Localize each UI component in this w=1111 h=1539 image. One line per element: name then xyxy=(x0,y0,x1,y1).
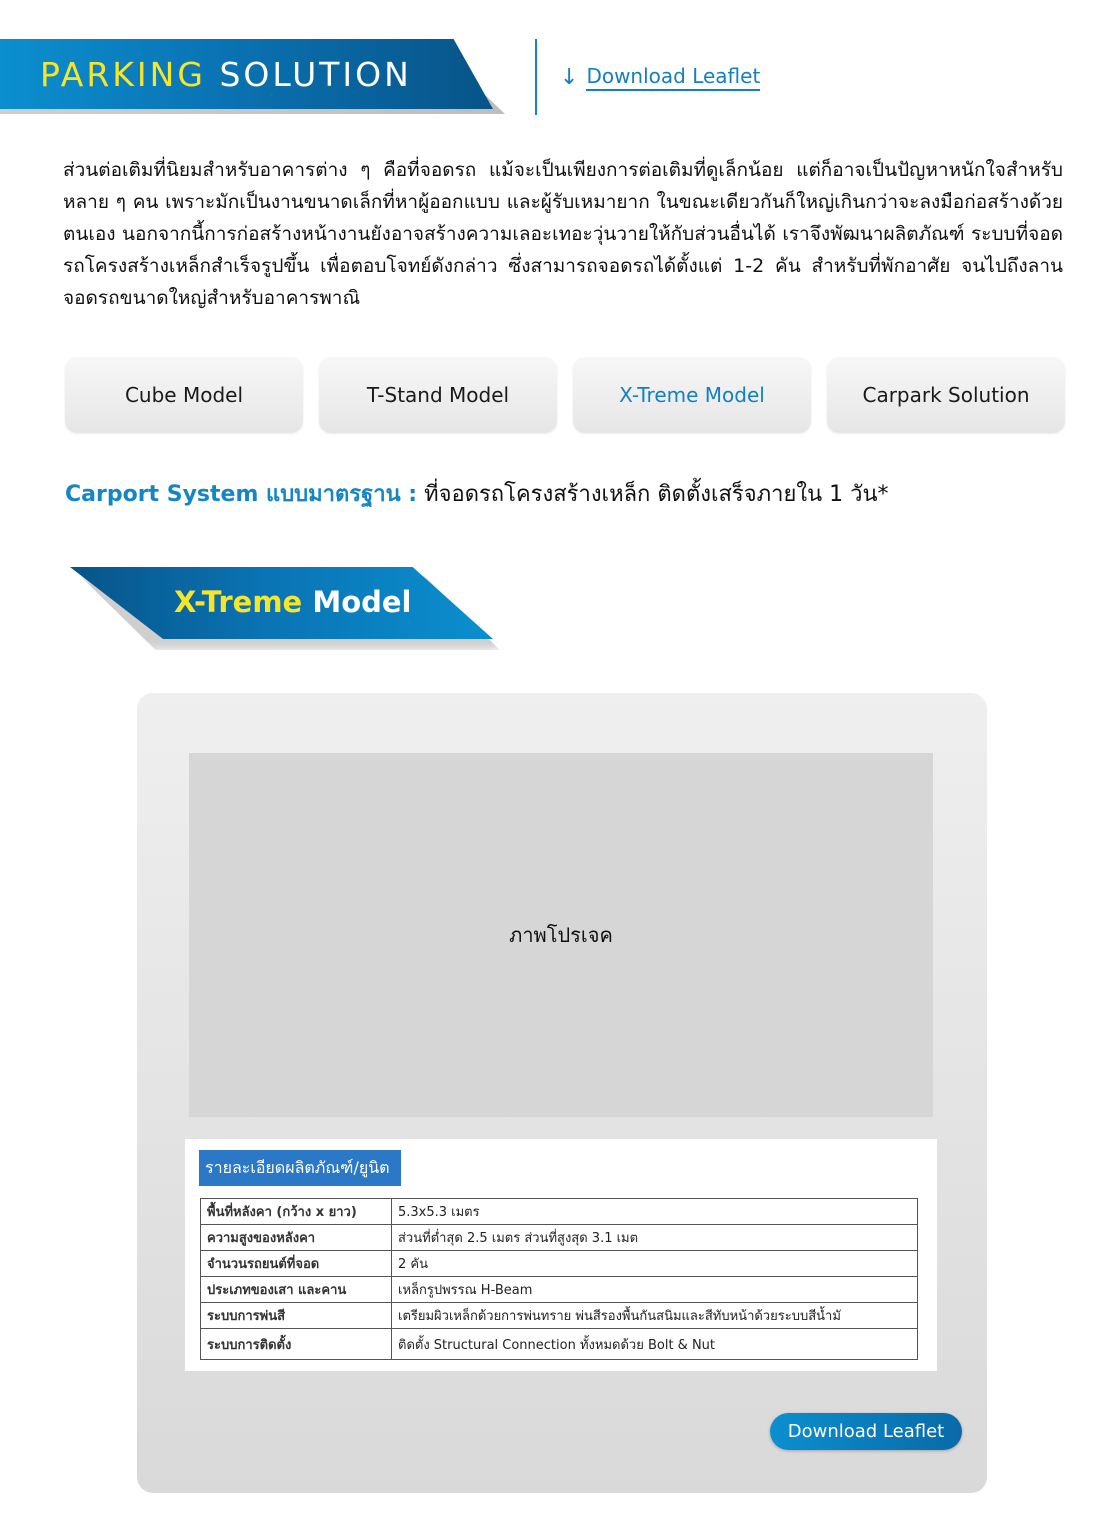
arrow-down-icon: ↓ xyxy=(560,65,579,90)
model-title xyxy=(174,585,412,619)
spec-key: ระบบการพ่นสี xyxy=(201,1303,392,1329)
project-image-label: ภาพโปรเจค xyxy=(509,923,613,947)
intro-paragraph: ส่วนต่อเติมที่นิยมสำหรับอาคารต่าง ๆ คือที่จอดรถ แม้จะเป็นเพียงการต่อเติมที่ดูเล็กน้อย แต่ก็อาจเป็นปัญหาหนักใจสำหรับหลาย ๆ คน เพราะมักเป็นงานขนาดเล็กที่หาผู้ออกแบบ และผู้รับเหมายาก ในขณะเดียวกันก็ใหญ่เกินกว่าจะลงมือก่อสร้างด้วยตนเอง นอกจากนี้การก่อสร้างหน้างานยังอาจสร้างความเลอะเทอะวุ่นวายให้กับส่วนอื่นได้ เราจึงพัฒนาผลิตภัณฑ์ ระบบที่จอดรถโครงสร้างเหล็กสำเร็จรูปขึ้น เพื่อตอบโจทย์ดังกล่าว ซึ่งสามารถจอดรถได้ตั้งแต่ 1-2 คัน สำหรับที่พักอาศัย จนไปถึงลานจอดรถขนาดใหญ่สำหรับอาคารพาณิ xyxy=(63,159,1063,309)
table-row xyxy=(201,1251,918,1277)
page-title-part1: PARKING xyxy=(40,55,206,94)
spec-value: ส่วนที่ต่ำสุด 2.5 เมตร ส่วนที่สูงสุด 3.1 เมต xyxy=(392,1225,918,1251)
spec-value: เตรียมผิวเหล็กด้วยการพ่นทราย พ่นสีรองพื้นกันสนิมและสีทับหน้าด้วยระบบสีน้ำมั xyxy=(392,1303,918,1329)
spec-key: ความสูงของหลังคา xyxy=(201,1225,392,1251)
spec-key: จำนวนรถยนต์ที่จอด xyxy=(201,1251,392,1277)
download-leaflet-button[interactable]: Download Leaflet xyxy=(770,1413,962,1450)
subtitle-text: ที่จอดรถโครงสร้างเหล็ก ติดตั้งเสร็จภายใน 1 วัน* xyxy=(424,482,889,507)
spec-value: 5.3x5.3 เมตร xyxy=(392,1199,918,1225)
spec-table xyxy=(200,1198,918,1360)
header-divider xyxy=(535,39,537,115)
table-row xyxy=(201,1329,918,1360)
tab-carpark-solution[interactable]: Carpark Solution xyxy=(827,357,1065,433)
table-row xyxy=(201,1225,918,1251)
model-title-part2: Model xyxy=(312,585,412,619)
download-leaflet-label: Download Leaflet xyxy=(586,64,760,91)
spec-key: ประเภทของเสา และคาน xyxy=(201,1277,392,1303)
spec-value: เหล็กรูปพรรณ H-Beam xyxy=(392,1277,918,1303)
tab-cube-model[interactable]: Cube Model xyxy=(65,357,303,433)
table-row xyxy=(201,1303,918,1329)
subtitle-highlight: Carport System แบบมาตรฐาน : xyxy=(65,482,418,507)
spec-value: 2 คัน xyxy=(392,1251,918,1277)
spec-value: ติดตั้ง Structural Connection ทั้งหมดด้วย Bolt & Nut xyxy=(392,1329,918,1360)
table-row xyxy=(201,1199,918,1225)
project-image-placeholder xyxy=(189,753,933,1117)
tab-t-stand-model[interactable]: T-Stand Model xyxy=(319,357,557,433)
table-row xyxy=(201,1277,918,1303)
section-subtitle xyxy=(65,476,889,511)
model-title-part1: X-Treme xyxy=(174,585,303,619)
spec-title: รายละเอียดผลิตภัณฑ์/ยูนิต xyxy=(199,1150,401,1186)
spec-key: พื้นที่หลังคา (กว้าง x ยาว) xyxy=(201,1199,392,1225)
spec-sheet xyxy=(185,1139,937,1371)
page-title-part2: SOLUTION xyxy=(219,55,412,94)
download-leaflet-link[interactable] xyxy=(560,64,760,91)
model-tabs xyxy=(65,357,1065,433)
spec-key: ระบบการติดตั้ง xyxy=(201,1329,392,1360)
tab-x-treme-model[interactable]: X-Treme Model xyxy=(573,357,811,433)
page-title xyxy=(40,55,412,94)
